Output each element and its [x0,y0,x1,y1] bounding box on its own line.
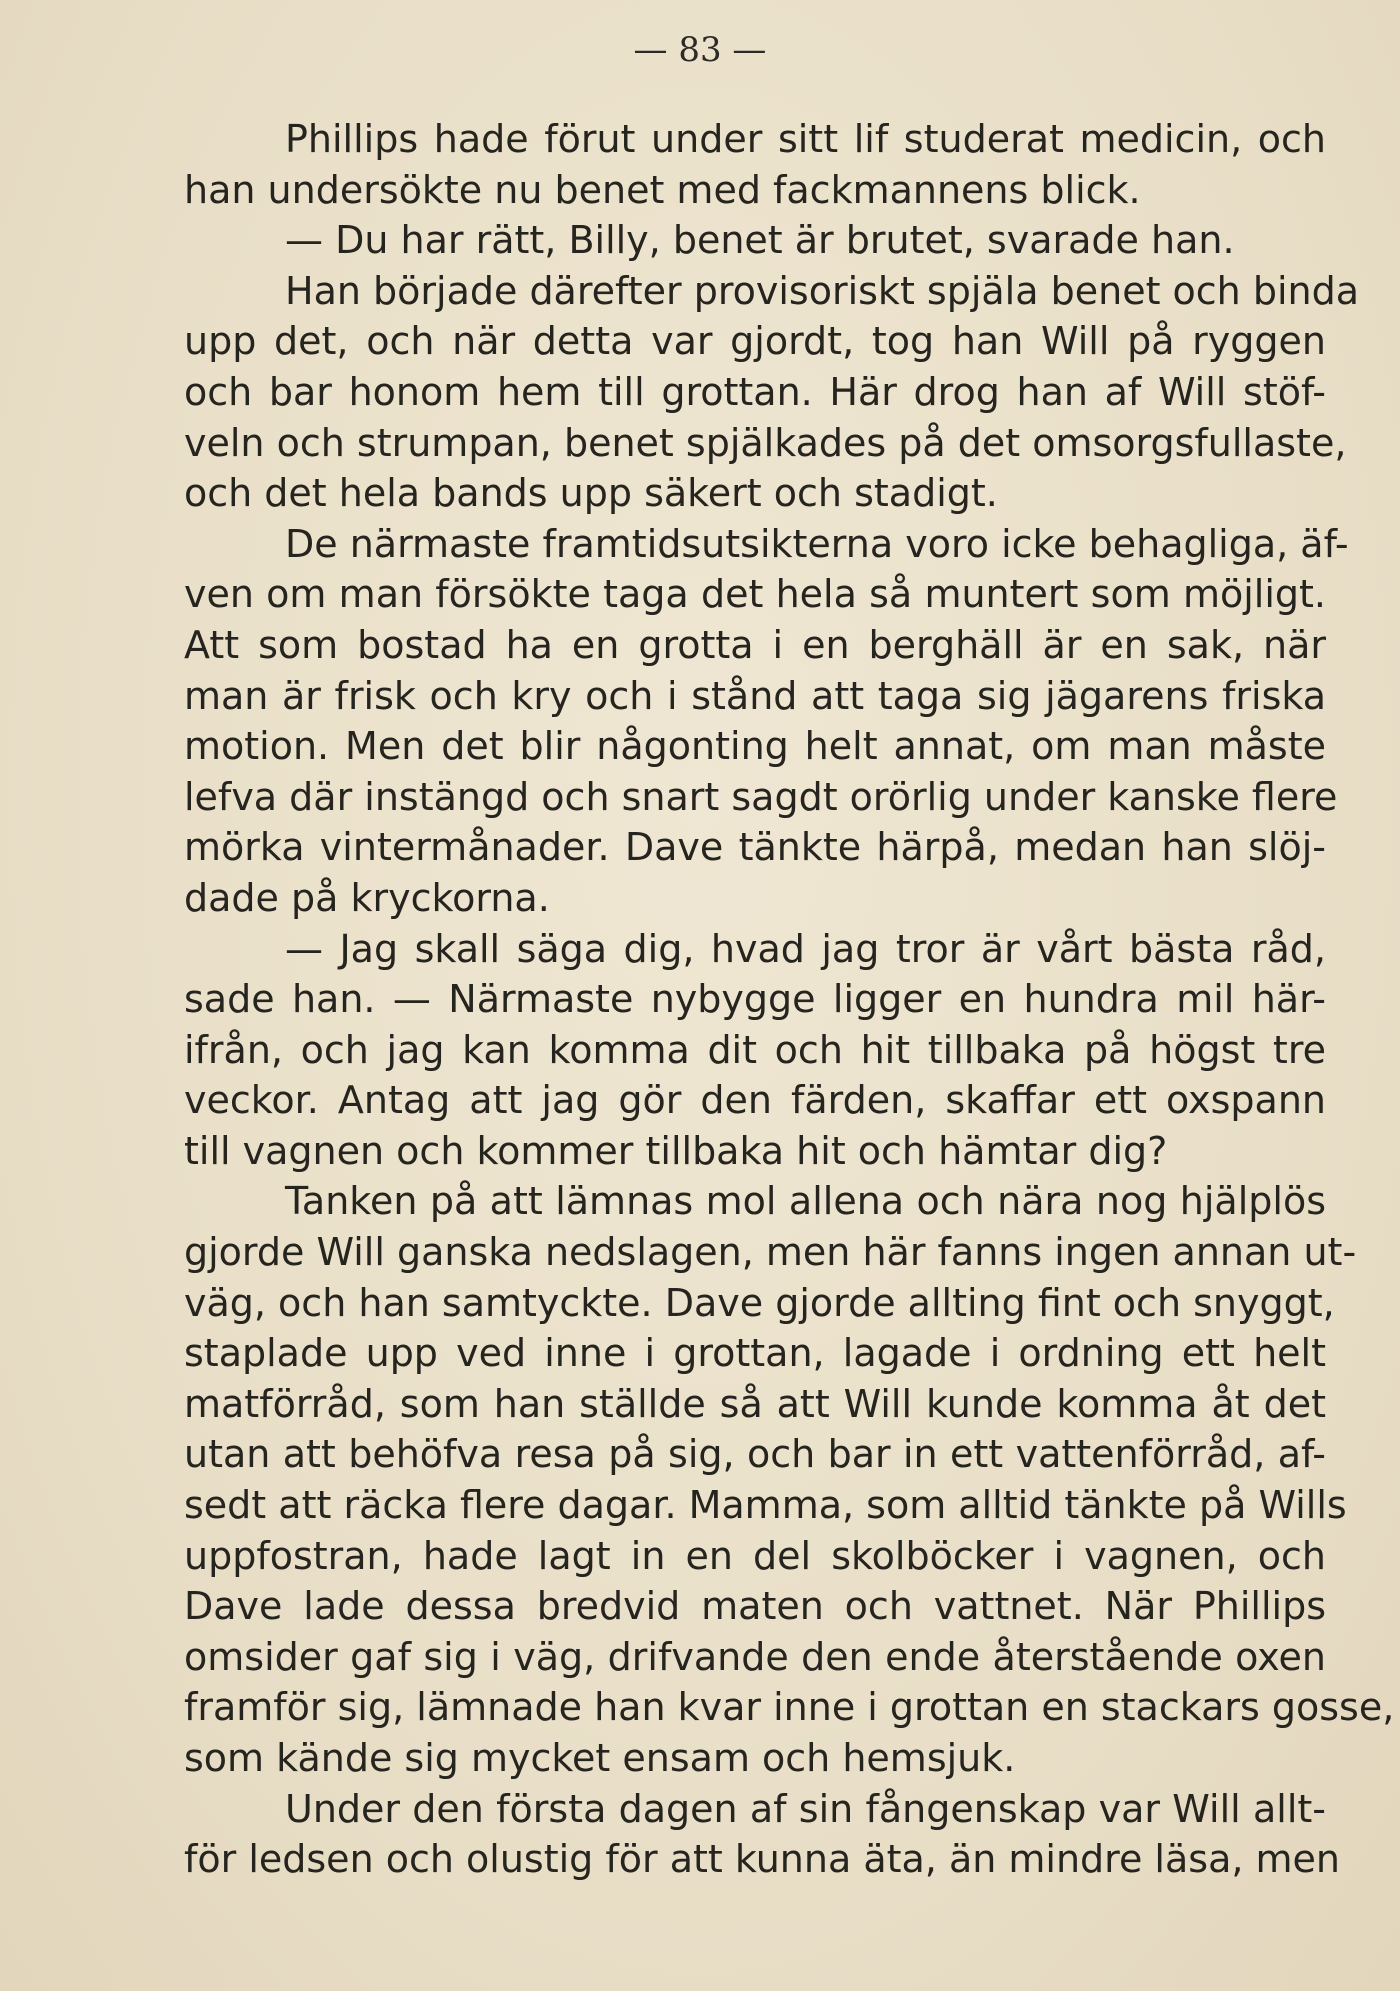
text-line: utan att behöfva resa på sig, och bar in ett vattenförråd, af- [184,1432,1326,1477]
text-line: väg, och han samtyckte. Dave gjorde allting fint och snyggt, [184,1280,1335,1325]
text-line: gjorde Will ganska nedslagen, men här fanns ingen annan ut- [184,1230,1357,1275]
text-line: dade på kryckorna. [184,875,550,920]
text-line: mörka vintermånader. Dave tänkte härpå, medan han slöj- [184,825,1326,870]
text-line: som kände sig mycket ensam och hemsjuk. [184,1736,1016,1780]
page-number: — 83 — [633,30,767,70]
text-line: upp det, och när detta var gjordt, tog han Will på ryggen [184,319,1326,364]
text-line: Phillips hade förut under sitt lif studerat medicin, och [285,117,1326,161]
text-line: och det hela bands upp säkert och stadigt. [184,471,998,516]
text-line: matförråd, som han ställde så att Will kunde komma åt det [184,1381,1326,1426]
text-line: ifrån, och jag kan komma dit och hit tillbaka på högst tre [184,1027,1326,1072]
text-line: sedt att räcka flere dagar. Mamma, som alltid tänkte på Wills [184,1483,1347,1528]
text-line: Han började därefter provisoriskt spjäla benet och binda [285,268,1360,313]
text-line: och bar honom hem till grottan. Här drog han af Will stöf- [184,369,1326,414]
body-text [184,114,1395,1885]
text-line: man är frisk och kry och i stånd att taga sig jägarens friska [184,673,1326,718]
text-line: ven om man försökte taga det hela så muntert som möjligt. [184,572,1326,617]
text-line: — Jag skall säga dig, hvad jag tror är vårt bästa råd, [285,926,1326,971]
text-line: uppfostran, hade lagt in en del skolböcker i vagnen, och [184,1533,1326,1578]
text-line: lefva där instängd och snart sagdt orörlig under kanske flere [184,774,1338,819]
text-line: för ledsen och olustig för att kunna äta, än mindre läsa, men [184,1837,1340,1882]
text-line: till vagnen och kommer tillbaka hit och hämtar dig? [184,1128,1168,1173]
text-line: staplade upp ved inne i grottan, lagade i ordning ett helt [184,1331,1326,1376]
text-line: framför sig, lämnade han kvar inne i grottan en stackars gosse, [184,1685,1395,1730]
text-line: sade han. — Närmaste nybygge ligger en hundra mil här- [184,977,1326,1022]
text-line: Att som bostad ha en grotta i en berghäll är en sak, när [184,622,1326,667]
text-line: veckor. Antag att jag gör den färden, skaffar ett oxspann [184,1078,1326,1123]
text-line: Tanken på att lämnas mol allena och nära nog hjälplös [285,1179,1326,1224]
text-line: han undersökte nu benet med fackmannens blick. [184,167,1141,212]
text-line: Under den första dagen af sin fångenskap var Will allt- [285,1786,1326,1831]
text-line: motion. Men det blir någonting helt annat, om man måste [184,724,1326,769]
text-line: De närmaste framtidsutsikterna voro icke behagliga, äf- [285,521,1349,566]
text-line: veln och strumpan, benet spjälkades på det omsorgsfullaste, [184,420,1347,465]
text-line: omsider gaf sig i väg, drifvande den ende återstående oxen [184,1634,1326,1679]
text-line: Dave lade dessa bredvid maten och vattnet. När Phillips [184,1584,1326,1629]
text-line: — Du har rätt, Billy, benet är brutet, svarade han. [285,218,1235,263]
